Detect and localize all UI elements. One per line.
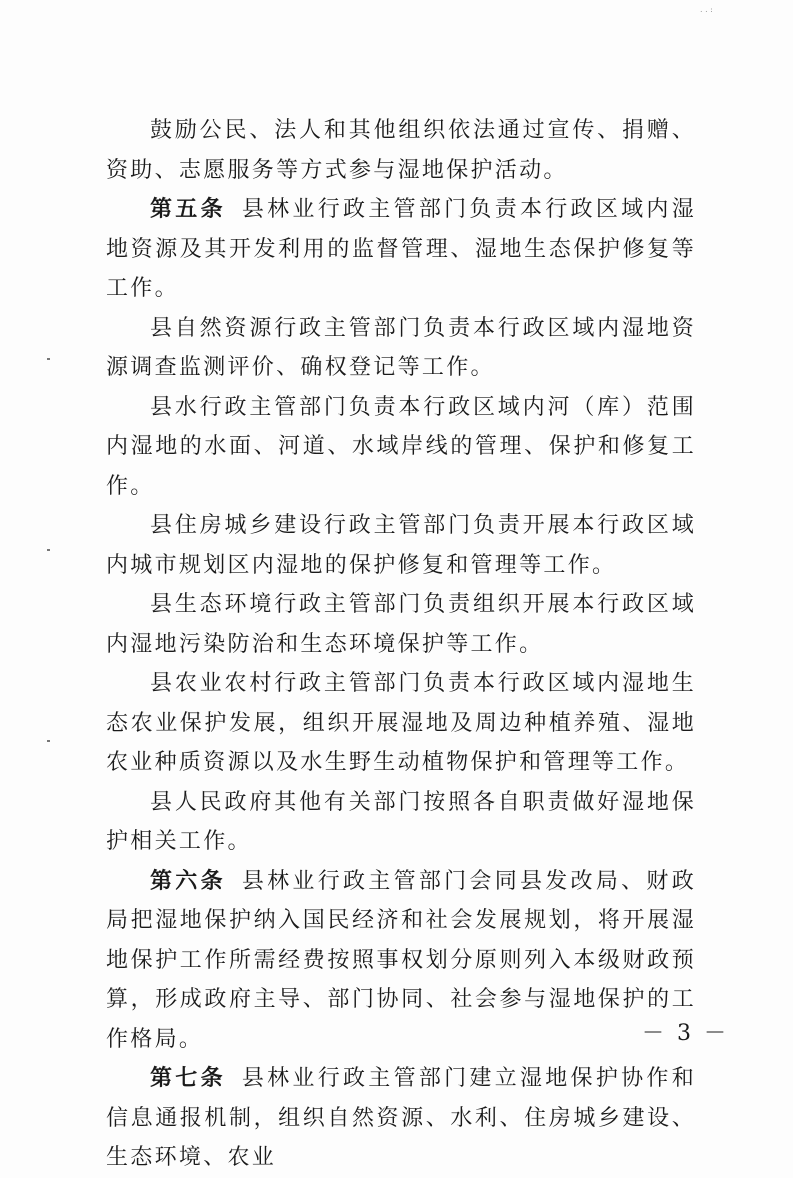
- paragraph-text: 县林业行政主管部门会同县发改局、财政局把湿地保护纳入国民经济和社会发展规划，将开展湿地保护工作所需经费按照事权划分原则列入本级财政预算，形成政府主导、部门协同、社会参与湿地保护的工作格局。: [106, 868, 696, 1052]
- paragraph-text: 县生态环境行政主管部门负责组织开展本行政区域内湿地污染防治和生态环境保护等工作。: [106, 592, 696, 657]
- paragraph-text: 县林业行政主管部门负责本行政区域内湿地资源及其开发利用的监督管理、湿地生态保护修复等工作。: [106, 197, 696, 301]
- paragraph: [106, 388, 696, 507]
- page-number: － 3 －: [642, 1021, 729, 1046]
- article-label: 第五条: [150, 196, 226, 222]
- article-label: 第六条: [150, 867, 226, 894]
- paragraph-text: 县住房城乡建设行政主管部门负责开展本行政区域内城市规划区内湿地的保护修复和管理等工作。: [106, 513, 696, 578]
- scan-mark: [47, 740, 50, 742]
- scan-mark: [47, 358, 50, 360]
- paragraph: [106, 111, 696, 190]
- article-6-paragraph: [106, 862, 696, 1060]
- paragraph-text: 县人民政府其他有关部门按照各自职责做好湿地保护相关工作。: [106, 789, 696, 854]
- article-7-paragraph: [106, 1059, 696, 1178]
- scan-speck: . . :: [700, 5, 713, 14]
- paragraph: [106, 309, 696, 388]
- paragraph-text: 县水行政主管部门负责本行政区域内河（库）范围内湿地的水面、河道、水域岸线的管理、保护和修复工作。: [106, 394, 696, 499]
- paragraph-text: 鼓励公民、法人和其他组织依法通过宣传、捐赠、资助、志愿服务等方式参与湿地保护活动。: [106, 118, 696, 183]
- document-body: [106, 111, 696, 1178]
- paragraph: [106, 506, 696, 585]
- scan-mark: [47, 549, 50, 551]
- paragraph: [106, 664, 696, 783]
- paragraph-text: 县农业农村行政主管部门负责本行政区域内湿地生态农业保护发展，组织开展湿地及周边种植养殖、湿地农业种质资源以及水生野生动植物保护和管理等工作。: [106, 671, 696, 775]
- paragraph: [106, 585, 696, 664]
- paragraph: [106, 783, 696, 862]
- paragraph-text: 县自然资源行政主管部门负责本行政区域内湿地资源调查监测评价、确权登记等工作。: [106, 315, 696, 380]
- article-label: 第七条: [150, 1065, 226, 1091]
- article-5-paragraph: [106, 190, 696, 309]
- paragraph-text: 县林业行政主管部门建立湿地保护协作和信息通报机制，组织自然资源、水利、住房城乡建设、生态环境、农业: [106, 1066, 696, 1170]
